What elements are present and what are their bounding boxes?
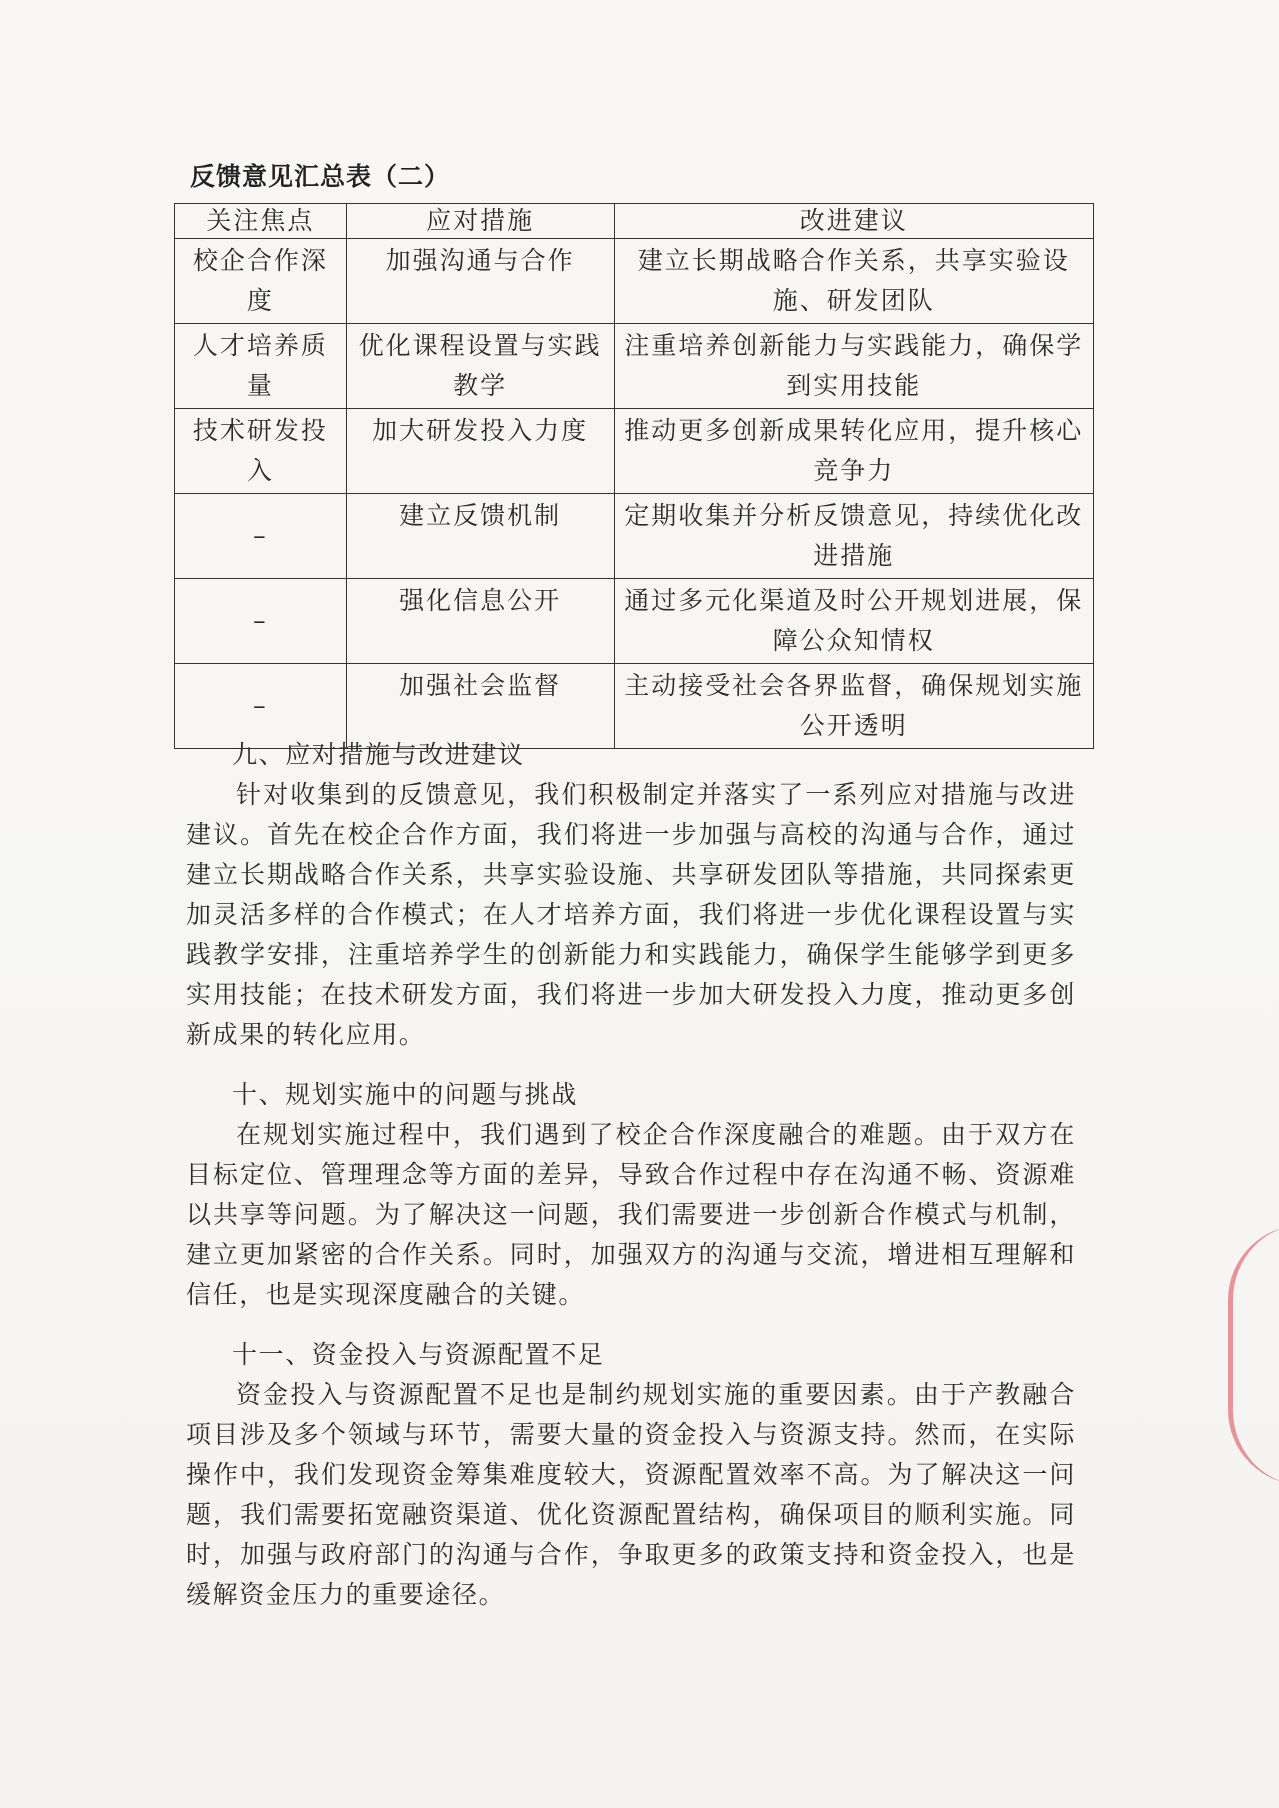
table-title: 反馈意见汇总表（二） (190, 162, 451, 191)
cell-suggestion: 建立长期战略合作关系，共享实验设施、研发团队 (614, 239, 1093, 324)
cell-focus: 技术研发投入 (175, 409, 347, 494)
section-heading-10: 十、规划实施中的问题与挑战 (232, 1080, 578, 1109)
cell-measure: 建立反馈机制 (346, 494, 614, 579)
cell-focus: – (175, 494, 347, 579)
paragraph-text: 针对收集到的反馈意见，我们积极制定并落实了一系列应对措施与改进建议。首先在校企合作方面，我们将进一步加强与高校的沟通与合作，通过建立长期战略合作关系，共享实验设施、共享研发团队等措施，共同探索更加灵活多样的合作模式；在人才培养方面，我们将进一步优化课程设置与实践教学安排，注重培养学生的创新能力和实践能力，确保学生能够学到更多实用技能；在技术研发方面，我们将进一步加大研发投入力度，推动更多创新成果的转化应用。 (186, 780, 1076, 1049)
feedback-summary-table (174, 203, 1094, 749)
section-heading-9: 九、应对措施与改进建议 (232, 740, 525, 769)
header-suggestion: 改进建议 (614, 204, 1093, 239)
cell-focus: 校企合作深度 (175, 239, 347, 324)
cell-measure: 强化信息公开 (346, 579, 614, 664)
table-row (175, 494, 1094, 579)
section-paragraph-10 (186, 1115, 1076, 1315)
cell-measure: 加大研发投入力度 (346, 409, 614, 494)
table-row (175, 409, 1094, 494)
cell-suggestion: 通过多元化渠道及时公开规划进展，保障公众知情权 (614, 579, 1093, 664)
cell-focus: – (175, 579, 347, 664)
header-focus: 关注焦点 (175, 204, 347, 239)
cell-suggestion: 定期收集并分析反馈意见，持续优化改进措施 (614, 494, 1093, 579)
cell-suggestion: 主动接受社会各界监督，确保规划实施公开透明 (614, 664, 1093, 749)
cell-measure: 优化课程设置与实践教学 (346, 324, 614, 409)
table-row (175, 239, 1094, 324)
cell-focus: – (175, 664, 347, 749)
table-row (175, 579, 1094, 664)
section-paragraph-11 (186, 1375, 1076, 1615)
paragraph-text: 在规划实施过程中，我们遇到了校企合作深度融合的难题。由于双方在目标定位、管理理念等方面的差异，导致合作过程中存在沟通不畅、资源难以共享等问题。为了解决这一问题，我们需要进一步创新合作模式与机制，建立更加紧密的合作关系。同时，加强双方的沟通与交流，增进相互理解和信任，也是实现深度融合的关键。 (186, 1120, 1076, 1309)
cell-measure: 加强沟通与合作 (346, 239, 614, 324)
red-seal-stamp-fragment (1228, 1225, 1279, 1485)
table-header-row (175, 204, 1094, 239)
cell-focus: 人才培养质量 (175, 324, 347, 409)
section-paragraph-9 (186, 775, 1076, 1055)
paragraph-text: 资金投入与资源配置不足也是制约规划实施的重要因素。由于产教融合项目涉及多个领域与环节，需要大量的资金投入与资源支持。然而，在实际操作中，我们发现资金筹集难度较大，资源配置效率不高。为了解决这一问题，我们需要拓宽融资渠道、优化资源配置结构，确保项目的顺利实施。同时，加强与政府部门的沟通与合作，争取更多的政策支持和资金投入，也是缓解资金压力的重要途径。 (186, 1380, 1076, 1609)
cell-suggestion: 推动更多创新成果转化应用，提升核心竞争力 (614, 409, 1093, 494)
cell-suggestion: 注重培养创新能力与实践能力，确保学到实用技能 (614, 324, 1093, 409)
cell-measure: 加强社会监督 (346, 664, 614, 749)
header-measure: 应对措施 (346, 204, 614, 239)
table-row (175, 324, 1094, 409)
section-heading-11: 十一、资金投入与资源配置不足 (232, 1340, 605, 1369)
